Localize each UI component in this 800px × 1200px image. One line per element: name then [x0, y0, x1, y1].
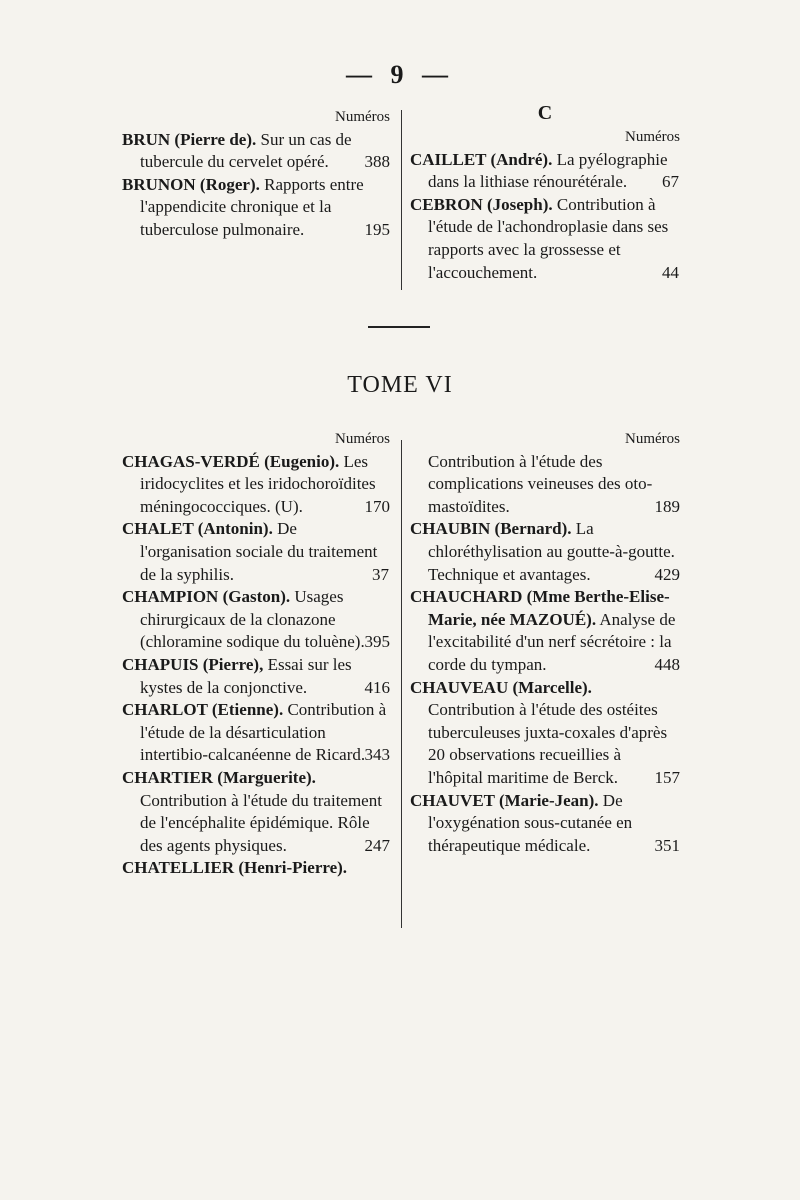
- volume-heading: TOME VI: [347, 372, 453, 398]
- index-entry: [122, 129, 390, 174]
- entry-number: 343: [364, 745, 390, 765]
- column-caption: Numéros: [335, 431, 390, 447]
- author-name: CAILLET (André).: [410, 149, 553, 169]
- page-number: — 9 —: [346, 60, 454, 89]
- section2-right-column: [410, 428, 680, 857]
- entry-number: 170: [364, 496, 390, 516]
- column-caption: Numéros: [625, 431, 680, 447]
- index-entry: [122, 857, 390, 880]
- author-name: CHAUVEAU (Marcelle).: [410, 677, 592, 697]
- thesis-title: Essai sur les kystes de la conjonctive.: [140, 654, 352, 697]
- thesis-title: Contribution à l'étude de la désarticulation intertibio-calcanéenne de Ricard.: [140, 700, 387, 765]
- section-letter: C: [537, 102, 553, 124]
- author-name: CHATELLIER (Henri-Pierre).: [122, 858, 348, 878]
- index-entry: [410, 790, 680, 858]
- author-name: BRUNON (Roger).: [122, 174, 260, 194]
- index-entry: [410, 677, 680, 790]
- index-entry: [122, 586, 390, 654]
- index-entry: [410, 518, 680, 586]
- index-entry: [122, 451, 390, 519]
- horizontal-rule: [368, 326, 430, 328]
- index-entry: CEBRON (Joseph). Contribution à l'étude de l'achondroplasie dans ses rapports avec la grossesse et l'accouchement. 44: [410, 194, 679, 282]
- index-entry: CAILLET (André). La pyélographie dans la lithiase rénourétérale. 67: [410, 149, 679, 192]
- index-entry: [122, 174, 390, 242]
- author-name: CHARLOT (Etienne).: [122, 700, 284, 720]
- column-divider: [401, 110, 402, 290]
- author-name: CHAUBIN (Bernard).: [410, 519, 572, 539]
- entry-number: 247: [364, 835, 390, 855]
- author-name: CHAUVET (Marie-Jean).: [410, 790, 599, 810]
- entry-number: 448: [654, 654, 680, 674]
- entry-number: 416: [364, 677, 390, 697]
- index-entry: [122, 699, 390, 767]
- author-name: CHAPUIS (Pierre),: [122, 654, 264, 674]
- thesis-title: Contribution à l'étude des complications veineuses des oto-mastoïdites.: [428, 451, 653, 516]
- index-entry: [410, 586, 680, 676]
- author-name: CHAGAS-VERDÉ (Eugenio).: [122, 451, 340, 471]
- author-name: CHALET (Antonin).: [122, 519, 273, 539]
- continued-entry: [410, 451, 680, 519]
- thesis-title: Les iridocyclites et les iridochoroïdites méningococciques. (U).: [140, 451, 376, 516]
- column-caption: Numéros: [335, 109, 390, 125]
- index-entry: CHALET (Antonin). De l'organisation sociale du traitement de la syphilis. 37: [122, 519, 389, 584]
- thesis-title: Usages chirurgicaux de la clonazone (chloramine sodique du toluène).: [140, 587, 365, 652]
- entry-number: 189: [654, 496, 680, 516]
- index-entry: [122, 654, 390, 699]
- entry-number: 195: [364, 219, 390, 239]
- section1-left-column: [122, 106, 390, 242]
- section1-right-column: [410, 100, 680, 284]
- entry-number: 395: [364, 632, 390, 652]
- entry-number: 351: [654, 835, 680, 855]
- index-entry: [122, 767, 390, 857]
- author-name: CHAUCHARD (Mme Berthe-Elise-Marie, née MAZOUÉ).: [410, 587, 670, 629]
- thesis-title: Analyse de l'excitabilité d'un nerf sécrétoire : la corde du tympan.: [428, 609, 676, 674]
- thesis-title: De l'oxygénation sous-cutanée en thérapeutique médicale.: [428, 790, 633, 855]
- section2-left-column: [122, 428, 390, 880]
- column-caption: Numéros: [625, 129, 680, 145]
- thesis-title: Contribution à l'étude des ostéites tuberculeuses juxta-coxales d'après 20 observations recueillies à l'hôpital maritime de Berck.: [428, 700, 668, 787]
- entry-number: 157: [654, 767, 680, 787]
- author-name: CHARTIER (Marguerite).: [122, 767, 316, 787]
- thesis-title: Sur un cas de tubercule du cervelet opéré.: [140, 129, 352, 172]
- thesis-title: De l'organisation sociale du traitement de la syphilis.: [140, 519, 378, 584]
- entry-number: 429: [654, 564, 680, 584]
- column-divider: [401, 440, 402, 928]
- thesis-title: La chloréthylisation au goutte-à-goutte. Technique et avantages.: [428, 519, 675, 584]
- author-name: CEBRON (Joseph).: [410, 194, 553, 214]
- thesis-title: La pyélographie dans la lithiase rénourétérale.: [428, 149, 668, 192]
- thesis-title: Rapports entre l'appendicite chronique et la tuberculose pulmonaire.: [140, 174, 364, 239]
- thesis-title: Contribution à l'étude de l'achondroplasie dans ses rapports avec la grossesse et l'accouchement.: [428, 194, 669, 282]
- entry-number: 388: [364, 152, 390, 172]
- author-name: BRUN (Pierre de).: [122, 129, 257, 149]
- thesis-title: Contribution à l'étude du traitement de l'encéphalite épidémique. Rôle des agents physiques.: [140, 790, 382, 855]
- author-name: CHAMPION (Gaston).: [122, 587, 291, 607]
